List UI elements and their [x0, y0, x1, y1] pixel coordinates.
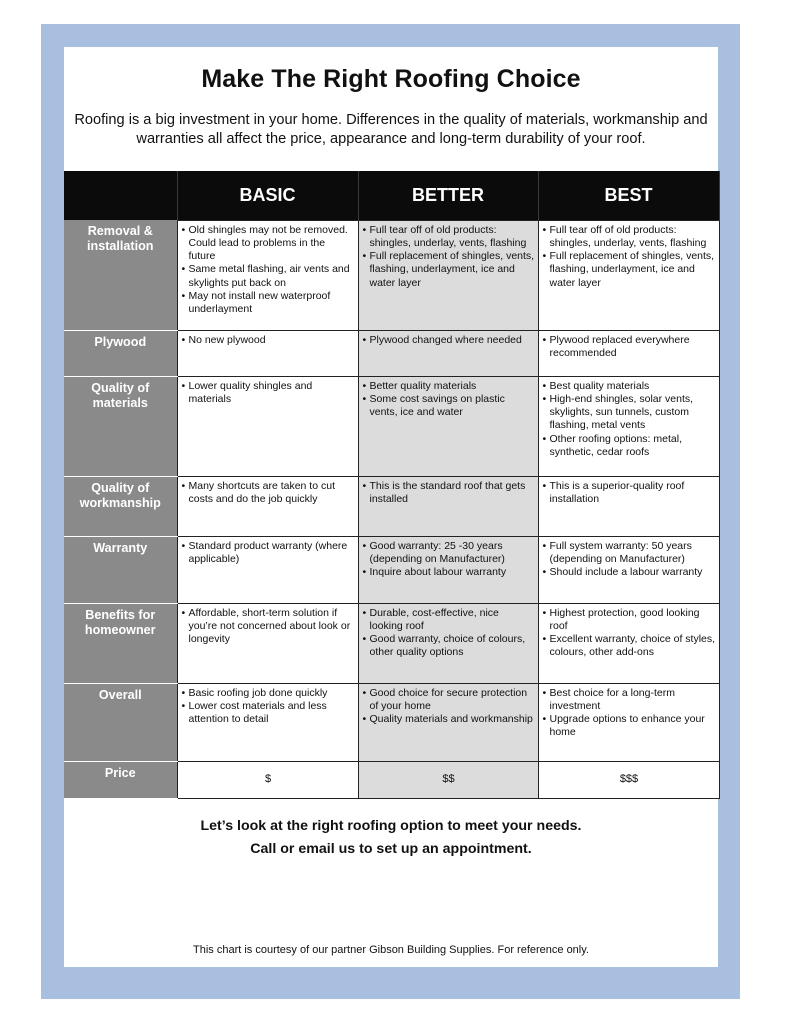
bullet-item: • Best quality materials: [543, 380, 716, 393]
bullet-list: [363, 540, 535, 580]
bullet-item: • Lower quality shingles and materials: [182, 380, 355, 407]
bullet-item: • Other roofing options: metal, synthetic, cedar roofs: [543, 433, 716, 460]
bullet-list: [543, 687, 716, 740]
bullet-item: • Same metal flashing, air vents and skylights put back on: [182, 263, 355, 290]
cell-best: [538, 376, 719, 476]
bullet-item: • This is a superior-quality roof installation: [543, 480, 716, 507]
intro-text: Roofing is a big investment in your home. Differences in the quality of materials, workmanship and warranties all affect the price, appearance and long-term durability of your roof.: [74, 112, 708, 147]
bullet-list: [543, 607, 716, 660]
bullet-list: [182, 380, 355, 407]
bullet-item: • Some cost savings on plastic vents, ice and water: [363, 393, 535, 420]
bullet-item: • Good warranty: 25 -30 years (depending on Manufacturer): [363, 540, 535, 567]
column-header-basic: BASIC: [177, 171, 358, 220]
bullet-item: • Should include a labour warranty: [543, 566, 716, 579]
bullet-item: • No new plywood: [182, 334, 355, 347]
table-row: [64, 683, 719, 761]
bullet-item: • Durable, cost-effective, nice looking roof: [363, 607, 535, 634]
row-label: Removal & installation: [64, 220, 177, 330]
price-better: $$: [358, 761, 538, 798]
cell-better: [358, 330, 538, 376]
header-row: [64, 171, 719, 220]
bullet-item: • Plywood replaced everywhere recommended: [543, 334, 716, 361]
bullet-item: • May not install new waterproof underlayment: [182, 290, 355, 317]
comparison-table: [64, 171, 720, 799]
bullet-list: [543, 540, 716, 580]
bullet-list: [182, 607, 355, 647]
cell-better: [358, 536, 538, 603]
row-label: Plywood: [64, 330, 177, 376]
bullet-item: • Full system warranty: 50 years (depending on Manufacturer): [543, 540, 716, 567]
cell-basic: [177, 536, 358, 603]
cell-best: [538, 683, 719, 761]
bullet-list: [363, 687, 535, 727]
bullet-item: • Basic roofing job done quickly: [182, 687, 355, 700]
bullet-list: [543, 224, 716, 290]
bullet-item: • Full tear off of old products: shingles, underlay, vents, flashing: [543, 224, 716, 251]
row-label: Price: [64, 761, 177, 798]
bullet-item: • Standard product warranty (where applicable): [182, 540, 355, 567]
cell-basic: [177, 476, 358, 536]
bullet-list: [363, 224, 535, 290]
row-label: Overall: [64, 683, 177, 761]
table-row: [64, 476, 719, 536]
price-best: $$$: [538, 761, 719, 798]
bullet-item: • High-end shingles, solar vents, skylights, sun tunnels, custom flashing, metal vents: [543, 393, 716, 433]
bullet-item: • Affordable, short-term solution if you’re not concerned about look or longevity: [182, 607, 355, 647]
bullet-item: • Best choice for a long-term investment: [543, 687, 716, 714]
bullet-list: [363, 607, 535, 660]
cell-better: [358, 683, 538, 761]
cell-better: [358, 603, 538, 683]
bullet-item: • Upgrade options to enhance your home: [543, 713, 716, 740]
bullet-item: • Good choice for secure protection of your home: [363, 687, 535, 714]
column-header-best: BEST: [538, 171, 719, 220]
bullet-list: [543, 380, 716, 460]
bullet-item: • Inquire about labour warranty: [363, 566, 535, 579]
bullet-item: • Lower cost materials and less attention to detail: [182, 700, 355, 727]
cell-basic: [177, 683, 358, 761]
bullet-list: [363, 380, 535, 420]
bullet-list: [182, 334, 355, 347]
row-label: Warranty: [64, 536, 177, 603]
cell-better: [358, 220, 538, 330]
column-header-better: BETTER: [358, 171, 538, 220]
page-title: Make The Right Roofing Choice: [201, 65, 581, 93]
bullet-item: • Excellent warranty, choice of styles, colours, other add-ons: [543, 633, 716, 660]
bullet-item: • Many shortcuts are taken to cut costs and do the job quickly: [182, 480, 355, 507]
cell-better: [358, 376, 538, 476]
bullet-list: [543, 334, 716, 361]
cell-best: [538, 330, 719, 376]
bullet-item: • Full replacement of shingles, vents, flashing, underlayment, ice and water layer: [543, 250, 716, 290]
cell-basic: [177, 220, 358, 330]
cell-best: [538, 476, 719, 536]
bullet-list: [182, 224, 355, 317]
table-row: [64, 536, 719, 603]
cell-best: [538, 603, 719, 683]
cell-best: [538, 536, 719, 603]
price-row: [64, 761, 719, 798]
bullet-list: [182, 540, 355, 567]
row-label: Benefits for homeowner: [64, 603, 177, 683]
cell-basic: [177, 330, 358, 376]
bullet-item: • Full tear off of old products: shingles, underlay, vents, flashing: [363, 224, 535, 251]
bullet-list: [182, 480, 355, 507]
row-label: Quality of workmanship: [64, 476, 177, 536]
cell-best: [538, 220, 719, 330]
cell-basic: [177, 603, 358, 683]
bullet-item: • Plywood changed where needed: [363, 334, 535, 347]
bullet-item: • Highest protection, good looking roof: [543, 607, 716, 634]
table-row: [64, 220, 719, 330]
row-label: Quality of materials: [64, 376, 177, 476]
cta-line-2: Call or email us to set up an appointment.: [250, 841, 532, 857]
table-row: [64, 376, 719, 476]
bullet-list: [182, 687, 355, 727]
bullet-item: • Better quality materials: [363, 380, 535, 393]
table-row: [64, 603, 719, 683]
bullet-item: • Good warranty, choice of colours, other quality options: [363, 633, 535, 660]
bullet-item: • Quality materials and workmanship: [363, 713, 535, 726]
bullet-item: • Full replacement of shingles, vents, flashing, underlayment, ice and water layer: [363, 250, 535, 290]
bullet-list: [363, 334, 535, 347]
cell-basic: [177, 376, 358, 476]
header-corner: [64, 171, 177, 220]
bullet-list: [363, 480, 535, 507]
price-basic: $: [177, 761, 358, 798]
bullet-item: • Old shingles may not be removed. Could lead to problems in the future: [182, 224, 355, 264]
footer-note: This chart is courtesy of our partner Gibson Building Supplies. For reference only.: [193, 944, 589, 956]
call-to-action: [64, 815, 718, 861]
table-row: [64, 330, 719, 376]
cta-line-1: Let’s look at the right roofing option to meet your needs.: [200, 818, 582, 834]
cell-better: [358, 476, 538, 536]
bullet-item: • This is the standard roof that gets installed: [363, 480, 535, 507]
bullet-list: [543, 480, 716, 507]
